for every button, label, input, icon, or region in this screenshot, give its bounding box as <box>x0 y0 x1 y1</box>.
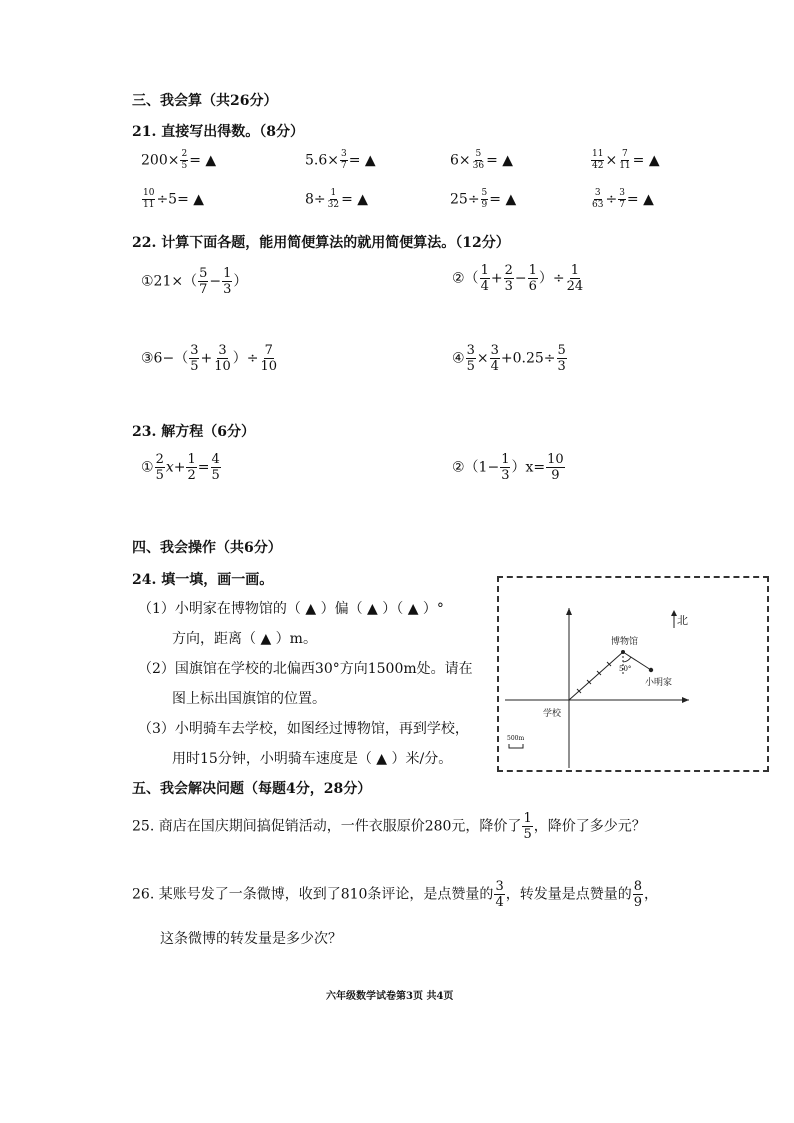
q24-part1-line2: 方向，距离（ ▲ ）m。 <box>172 631 317 647</box>
map-angle-label: 50° <box>619 665 632 673</box>
q26-line2: 这条微博的转发量是多少次？ <box>160 931 342 947</box>
answer-triangle-icon: ▲ <box>502 152 514 169</box>
q21-r1-b: 5.6× $\frac{3}{7}$ = ▲ <box>305 149 376 171</box>
q23-equation-1: ① $\frac{2}{5}$ x+ $\frac{1}{2}$ = $\frac{4}{5}$ <box>141 452 220 483</box>
q24-part1-line1: （1）小明家在博物馆的（ ▲ ）偏（ ▲ ）（ ▲ ）° <box>138 601 444 617</box>
section5-title: 五、我会解决问题（每题4分，28分） <box>132 781 372 797</box>
map-north-arrowhead <box>566 608 572 615</box>
q21-title: 21. 直接写出得数。（8分） <box>132 124 304 140</box>
q24-part3-line1: （3）小明骑车去学校，如图经过博物馆，再到学校， <box>138 721 469 737</box>
map-home-label: 小明家 <box>645 678 673 688</box>
map-east-arrowhead <box>682 697 689 703</box>
map-museum-label: 博物馆 <box>611 637 639 647</box>
section3-title: 三、我会算（共26分） <box>132 93 278 109</box>
answer-triangle-icon: ▲ <box>205 152 217 169</box>
q23-equation-2: ②（1− $\frac{1}{3}$ ）x= $\frac{10}{9}$ <box>452 452 564 483</box>
home-point <box>649 668 653 672</box>
q22-problem-2: ②（ $\frac{1}{4}$ + $\frac{2}{3}$ − $\frac{1}{6}$ ）÷ $\frac{1}{24}$ <box>452 263 584 294</box>
q21-r1-d: $\frac{11}{42}$ × $\frac{7}{11}$ = ▲ <box>592 149 660 171</box>
q22-problem-3: ③6−（ $\frac{3}{5}$ + $\frac{3}{10}$ ）÷ $\frac{7}{10}$ <box>141 343 278 374</box>
answer-triangle-icon: ▲ <box>364 152 376 169</box>
q24-title: 24. 填一填，画一画。 <box>132 572 274 588</box>
map-drawing <box>499 578 767 770</box>
answer-triangle-icon: ▲ <box>643 191 654 208</box>
direction-map-figure <box>497 576 769 772</box>
q22-problem-1: ①21×（ $\frac{5}{7}$ − $\frac{1}{3}$ ） <box>141 266 248 297</box>
q23-title: 23. 解方程（6分） <box>132 424 255 440</box>
q25-text: 25. 商店在国庆期间搞促销活动，一件衣服原价280元，降价了 $\frac{1}{5}$ ，降价了多少元？ <box>132 811 646 842</box>
q24-part2-line1: （2）国旗馆在学校的北偏西30°方向1500m处。请在 <box>138 661 473 677</box>
q21-r2-a: $\frac{10}{11}$ ÷5= ▲ <box>143 188 205 210</box>
answer-triangle-icon: ▲ <box>193 191 205 208</box>
answer-triangle-icon: ▲ <box>648 152 660 169</box>
q21-r2-b: 8÷ $\frac{1}{32}$ = ▲ <box>305 188 369 210</box>
q21-r1-a: 200× $\frac{2}{5}$ = ▲ <box>141 149 217 171</box>
q26-text: 26. 某账号发了一条微博，收到了810条评论，是点赞量的 $\frac{3}{4}$ ，转发量是点赞量的 $\frac{8}{9}$ ， <box>132 879 658 910</box>
q21-r2-d: $\frac{3}{63}$ ÷ $\frac{3}{7}$ = ▲ <box>592 188 654 210</box>
map-school-label: 学校 <box>543 709 562 719</box>
q21-r1-c: 6× $\frac{5}{36}$ = ▲ <box>450 149 514 171</box>
q22-problem-4: ④ $\frac{3}{5}$ × $\frac{3}{4}$ +0.25÷ $\frac{5}{3}$ <box>452 343 566 374</box>
answer-triangle-icon: ▲ <box>505 191 517 208</box>
map-north-label: 北 <box>677 614 688 627</box>
q21-r2-c: 25÷ $\frac{5}{9}$ = ▲ <box>450 188 517 210</box>
school-museum-path <box>569 652 623 700</box>
map-scale-label: 500m <box>507 735 525 742</box>
q24-part2-line2: 图上标出国旗馆的位置。 <box>172 691 326 707</box>
angle-arc <box>623 657 631 662</box>
section4-title: 四、我会操作（共6分） <box>132 540 282 556</box>
scale-bar <box>509 744 523 748</box>
q24-part3-line2: 用时15分钟，小明骑车速度是（ ▲ ）米/分。 <box>172 751 453 767</box>
page-footer: 六年级数学试卷第3页 共4页 <box>326 991 454 1002</box>
q22-title: 22. 计算下面各题，能用简便算法的就用简便算法。（12分） <box>132 235 510 251</box>
answer-triangle-icon: ▲ <box>357 191 369 208</box>
